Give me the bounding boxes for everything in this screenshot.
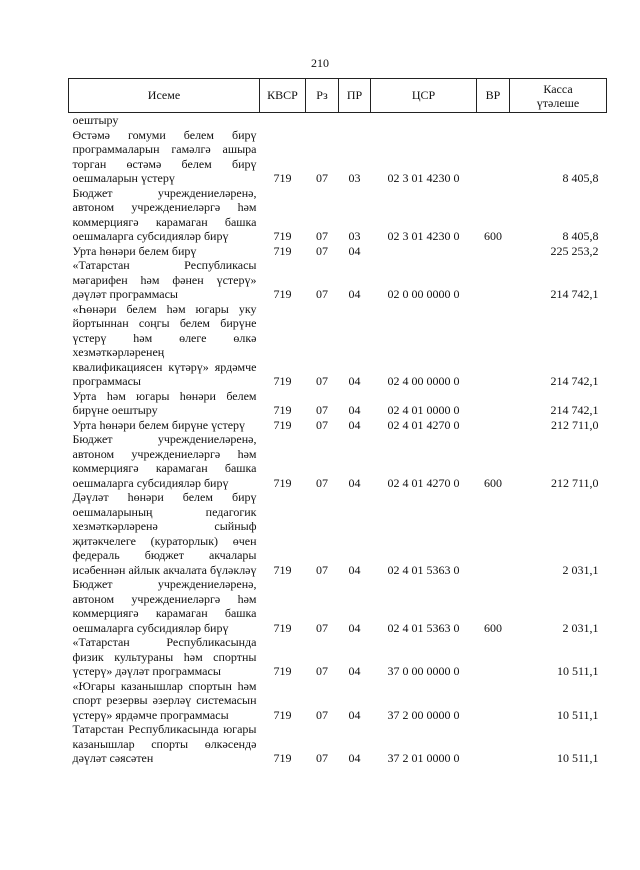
cell-name: Бюджет учреждениеләренә, автоном учреждениеләргә һәм коммерциягә карамаган башка оешмаларга субсидияләр бирү <box>72 432 257 490</box>
cell-csr: 02 3 01 4230 0 <box>387 229 460 243</box>
cell-rz: 07 <box>316 664 328 678</box>
cell-name: «Югары казанышлар спортын һәм спорт резервы әзерләү системасын үстерү» ярдәмче программасы <box>72 678 257 722</box>
cell-kassa: 225 253,2 <box>550 243 599 258</box>
cell-kvsr: 719 <box>273 751 292 765</box>
cell-kassa: 214 742,1 <box>550 403 599 417</box>
header-name: Исеме <box>69 79 260 113</box>
cell-kvsr: 719 <box>273 417 292 432</box>
table-row <box>69 418 607 433</box>
cell-rz: 07 <box>316 287 328 301</box>
table-row <box>69 128 607 186</box>
table-row <box>69 490 607 577</box>
cell-rz: 07 <box>316 707 328 722</box>
cell-csr: 02 4 01 5363 0 <box>387 620 460 635</box>
cell-kassa: 10 511,1 <box>556 707 599 722</box>
cell-name: Татарстан Республикасында югары казанышлар спорты өлкәсендә дәүләт сәясәтен <box>72 722 257 765</box>
cell-pr: 04 <box>348 562 361 577</box>
cell-vr <box>477 128 510 186</box>
cell-csr <box>371 244 477 259</box>
cell-kassa: 8 405,8 <box>562 229 599 243</box>
header-rz: Рз <box>306 79 339 113</box>
cell-csr: 02 4 01 5363 0 <box>387 562 460 577</box>
cell-name: Урта һәм югары һөнәри белем бирүне оештыру <box>72 388 257 417</box>
cell-rz: 07 <box>316 417 328 432</box>
cell-rz: 07 <box>316 475 328 490</box>
header-kassa <box>510 79 607 113</box>
table-row <box>69 679 607 723</box>
header-csr: ЦСР <box>371 79 477 113</box>
cell-kvsr: 719 <box>273 707 292 722</box>
cell-name: Өстәмә гомуми белем бирү программаларын гамәлгә ашыра торган өстәмә белем бирү оешмаларын үстерү <box>72 127 257 185</box>
header-kvsr: КВСР <box>260 79 306 113</box>
table-header <box>69 79 607 113</box>
cell-vr <box>477 258 510 302</box>
cell-rz: 07 <box>316 751 328 765</box>
cell-rz: 07 <box>316 374 328 388</box>
cell-pr: 04 <box>348 707 361 722</box>
header-kassa-line2: үтәлеше <box>536 95 580 110</box>
cell-pr: 04 <box>348 475 361 490</box>
cell-name: Бюджет учреждениеләренә, автоном учреждениеләргә һәм коммерциягә карамаган башка оешмаларга субсидияләр бирү <box>72 577 257 635</box>
cell-name: «Һөнәри белем һәм югары уку йортыннан соңгы белем бирүне үстерү һәм өлеге өлкә хезмәткәрләренең квалификациясен күтәрү» ярдәмче программасы <box>72 301 257 388</box>
cell-vr <box>477 244 510 259</box>
table-row <box>69 302 607 389</box>
cell-kassa: 10 511,1 <box>556 751 599 765</box>
cell-kvsr: 719 <box>273 287 292 301</box>
cell-csr: 02 4 01 0000 0 <box>387 403 460 417</box>
cell-kassa: 2 031,1 <box>562 620 599 635</box>
cell-csr: 02 4 01 4270 0 <box>387 475 460 490</box>
cell-pr: 04 <box>348 664 361 678</box>
cell-kassa: 10 511,1 <box>556 664 599 678</box>
cell-pr: 03 <box>348 171 361 185</box>
cell-name: Бюджет учреждениеләренә, автоном учреждениеләргә һәм коммерциягә карамаган башка оешмаларга субсидияләр бирү <box>72 185 257 243</box>
cell-pr: 04 <box>348 620 361 635</box>
cell-pr: 04 <box>348 374 361 388</box>
table-row <box>69 722 607 766</box>
cell-pr: 04 <box>348 751 361 765</box>
cell-kassa: 214 742,1 <box>550 287 599 301</box>
table-row <box>69 113 607 128</box>
cell-kassa: 212 711,0 <box>550 475 599 490</box>
cell-kvsr: 719 <box>273 374 292 388</box>
cell-rz: 07 <box>316 562 328 577</box>
cell-rz: 07 <box>316 229 328 243</box>
cell-rz <box>306 113 339 128</box>
cell-csr: 02 0 00 0000 0 <box>387 287 460 301</box>
cell-kvsr <box>260 113 306 128</box>
cell-vr <box>477 722 510 766</box>
cell-csr: 02 4 01 4270 0 <box>387 417 460 432</box>
cell-rz: 07 <box>316 620 328 635</box>
cell-vr <box>477 418 510 433</box>
cell-vr <box>477 490 510 577</box>
cell-name: «Татарстан Республикасы мәгарифен һәм фәнен үстерү» дәүләт программасы <box>72 258 257 301</box>
cell-vr <box>477 389 510 418</box>
cell-csr: 02 4 00 0000 0 <box>387 374 460 388</box>
cell-kvsr: 719 <box>273 403 292 417</box>
table-row <box>69 432 607 490</box>
cell-kvsr: 719 <box>273 475 292 490</box>
cell-vr <box>477 113 510 128</box>
cell-kvsr: 719 <box>273 229 292 243</box>
cell-csr: 37 2 00 0000 0 <box>387 707 460 722</box>
cell-pr: 04 <box>348 417 361 432</box>
page-number: 210 <box>311 56 329 70</box>
cell-rz: 07 <box>316 403 328 417</box>
table-row <box>69 244 607 259</box>
cell-rz: 07 <box>316 171 328 185</box>
table-row <box>69 577 607 635</box>
cell-pr: 03 <box>348 229 361 243</box>
cell-kassa <box>510 113 607 128</box>
cell-rz: 07 <box>316 243 328 258</box>
cell-pr: 04 <box>348 403 361 417</box>
cell-kassa: 2 031,1 <box>562 562 599 577</box>
cell-kassa: 214 742,1 <box>550 374 599 388</box>
cell-vr <box>477 635 510 679</box>
cell-kvsr: 719 <box>273 171 292 185</box>
cell-csr: 37 0 00 0000 0 <box>387 664 460 678</box>
cell-kassa: 8 405,8 <box>562 171 599 185</box>
header-vr: ВР <box>477 79 510 113</box>
cell-vr: 600 <box>484 229 502 243</box>
cell-kvsr: 719 <box>273 243 292 258</box>
table-body <box>69 113 607 766</box>
cell-csr: 37 2 01 0000 0 <box>387 751 460 765</box>
table-row <box>69 186 607 244</box>
cell-kassa: 212 711,0 <box>550 417 599 432</box>
cell-name: Урта һөнәри белем бирүне үстерү <box>72 417 246 432</box>
cell-vr <box>477 679 510 723</box>
cell-pr: 04 <box>348 243 361 258</box>
cell-vr <box>477 302 510 389</box>
table-row <box>69 635 607 679</box>
cell-pr: 04 <box>348 287 361 301</box>
cell-pr <box>339 113 371 128</box>
header-pr: ПР <box>339 79 371 113</box>
cell-kvsr: 719 <box>273 664 292 678</box>
cell-kvsr: 719 <box>273 620 292 635</box>
cell-vr: 600 <box>484 475 502 490</box>
cell-name: «Татарстан Республикасында физик культураны һәм спортны үстерү» дәүләт программасы <box>72 635 257 678</box>
cell-csr: 02 3 01 4230 0 <box>387 171 460 185</box>
cell-csr <box>371 113 477 128</box>
cell-name: Урта һөнәри белем бирү <box>72 243 197 258</box>
header-kassa-line1: Касса <box>543 81 573 96</box>
table-row <box>69 258 607 302</box>
cell-name: Дәүләт һөнәри белем бирү оешмаларының педагогик хезмәткәрләренә сыйныф җитәкчелеге (кураторлык) өчен федераль бюджет акчалары исәбеннән айлык акчалата бүләкләү <box>72 490 257 577</box>
cell-vr: 600 <box>484 620 502 635</box>
cell-kvsr: 719 <box>273 562 292 577</box>
cell-name: оештыру <box>72 113 119 127</box>
table-row <box>69 389 607 418</box>
budget-table <box>68 78 607 766</box>
